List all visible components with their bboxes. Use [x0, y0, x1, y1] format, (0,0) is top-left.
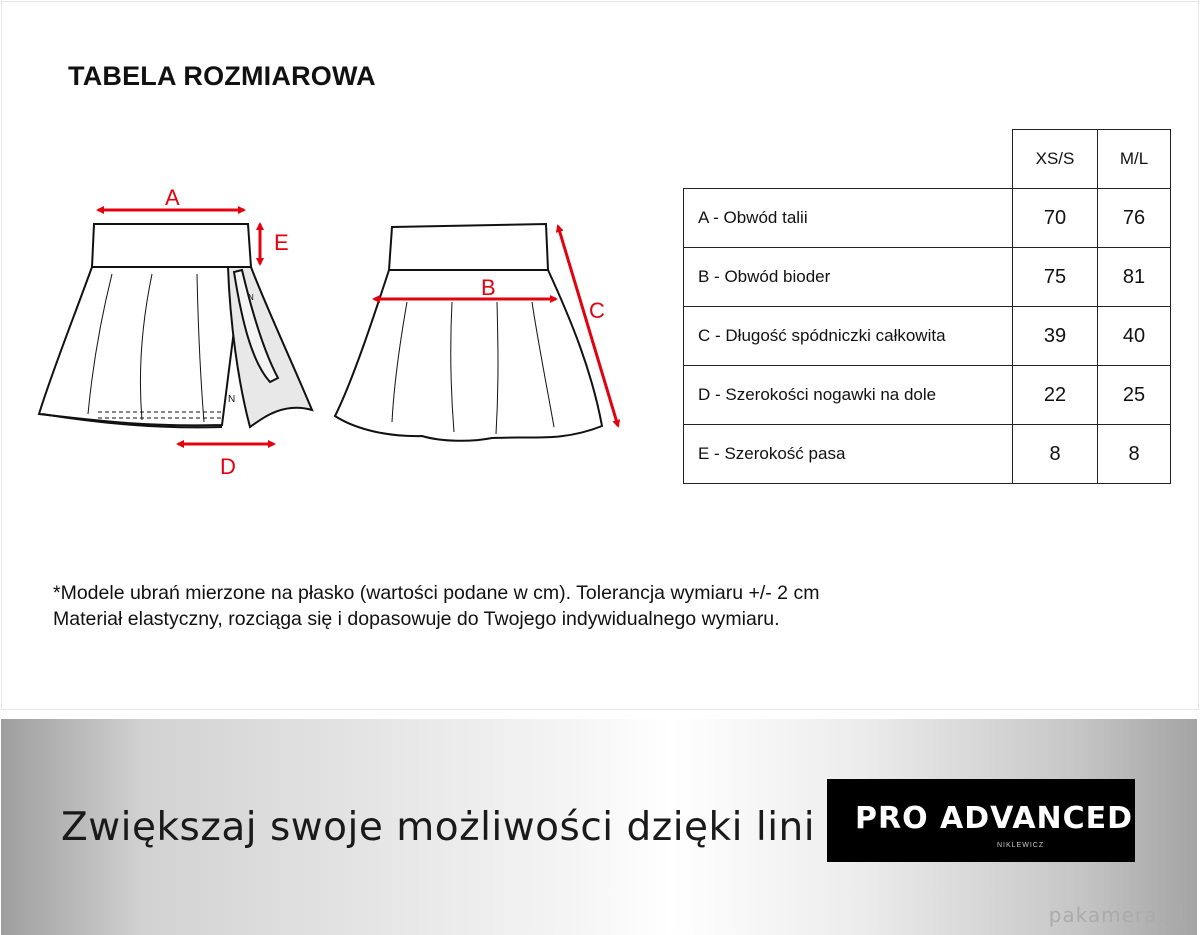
table-header-row — [684, 130, 1171, 189]
cell-value: 76 — [1098, 189, 1171, 248]
cell-value: 81 — [1098, 248, 1171, 307]
cell-value: 40 — [1098, 307, 1171, 366]
cell-value: 8 — [1013, 425, 1098, 484]
skirt-diagram — [2, 2, 702, 502]
logo-text: PRO ADVANCED — [855, 801, 1134, 836]
table-row — [684, 307, 1171, 366]
measurement-notes — [53, 580, 819, 632]
logo-subtext: NIKLEWICZ — [997, 842, 1045, 849]
table-row — [684, 366, 1171, 425]
svg-text:N: N — [248, 293, 254, 302]
column-header: XS/S — [1013, 130, 1098, 189]
label-e: E — [274, 230, 289, 255]
note-line-2: Materiał elastyczny, rozciąga się i dopasowuje do Twojego indywidualnego wymiaru. — [53, 608, 780, 630]
table-corner — [684, 130, 1013, 189]
size-chart-panel — [1, 1, 1199, 710]
cell-value: 8 — [1098, 425, 1171, 484]
row-label: E - Szerokość pasa — [684, 425, 1013, 484]
page-title: TABELA ROZMIAROWA — [68, 61, 376, 91]
label-a: A — [165, 185, 180, 210]
label-b: B — [481, 275, 496, 300]
table-row — [684, 425, 1171, 484]
row-label: C - Długość spódniczki całkowita — [684, 307, 1013, 366]
cell-value: 70 — [1013, 189, 1098, 248]
label-d: D — [220, 454, 236, 479]
cell-value: 22 — [1013, 366, 1098, 425]
skirt-back-drawing — [335, 224, 602, 441]
table-row — [684, 189, 1171, 248]
cell-value: 25 — [1098, 366, 1171, 425]
skirt-front-drawing — [39, 224, 312, 427]
size-table — [683, 129, 1171, 484]
column-header: M/L — [1098, 130, 1171, 189]
brand-logo — [827, 779, 1135, 862]
cell-value: 39 — [1013, 307, 1098, 366]
label-c: C — [589, 298, 605, 323]
row-label: D - Szerokości nogawki na dole — [684, 366, 1013, 425]
banner-slogan: Zwiększaj swoje możliwości dzięki lini — [61, 805, 816, 850]
table-row — [684, 248, 1171, 307]
promo-banner — [1, 719, 1197, 935]
row-label: B - Obwód bioder — [684, 248, 1013, 307]
svg-text:N: N — [228, 394, 236, 405]
watermark: pakamera.pl — [1048, 903, 1185, 927]
note-line-1: *Modele ubrań mierzone na płasko (wartości podane w cm). Tolerancja wymiaru +/- 2 cm — [53, 582, 820, 604]
row-label: A - Obwód talii — [684, 189, 1013, 248]
cell-value: 75 — [1013, 248, 1098, 307]
